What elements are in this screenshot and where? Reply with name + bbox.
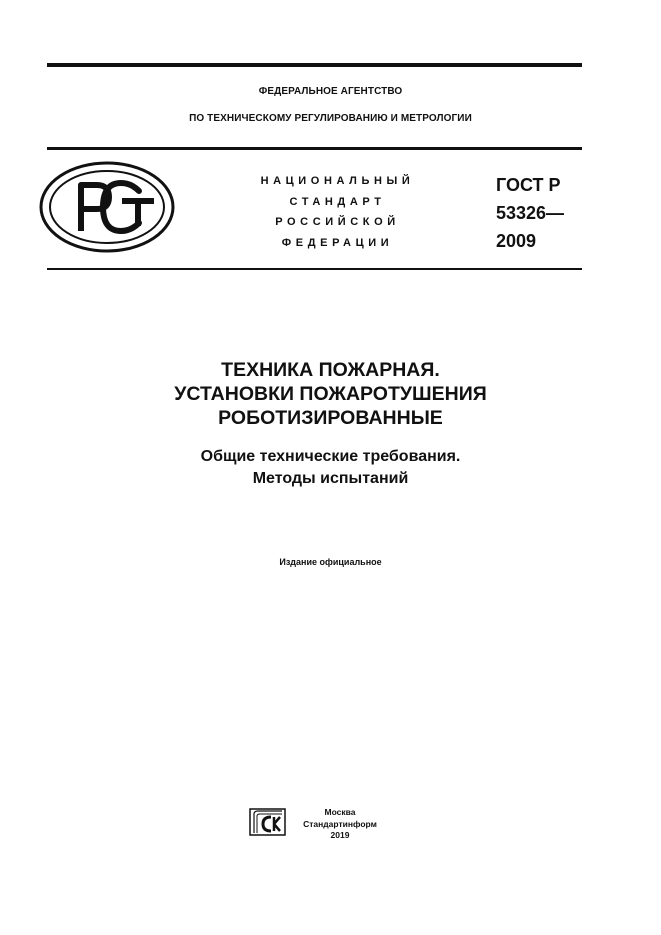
publisher-city: Москва: [324, 807, 356, 817]
subtitle-line-2: Методы испытаний: [252, 470, 409, 487]
agency-name-line-2: ПО ТЕХНИЧЕСКОМУ РЕГУЛИРОВАНИЮ И МЕТРОЛОГИИ: [189, 113, 472, 124]
publisher-name: Стандартинформ: [303, 818, 377, 829]
bottom-rule: [47, 268, 582, 270]
middle-rule: [47, 147, 582, 150]
rst-certification-emblem-icon: [39, 161, 175, 253]
publisher-year: 2019: [330, 830, 350, 840]
top-rule: [47, 63, 582, 67]
national-standard-line-3: РОССИЙСКОЙ: [275, 216, 400, 228]
title-line-2: УСТАНОВКИ ПОЖАРОТУШЕНИЯ: [174, 383, 487, 405]
document-title: [0, 358, 661, 430]
designation-line-2: 53326—: [496, 203, 565, 223]
publisher-imprint: [296, 807, 384, 842]
standard-designation: [496, 171, 564, 255]
standartinform-logo-icon: [249, 808, 286, 836]
designation-line-3: 2009: [496, 231, 537, 251]
edition-label: Издание официальное: [279, 557, 382, 567]
designation-line-1: ГОСТ Р: [496, 175, 561, 195]
title-line-1: ТЕХНИКА ПОЖАРНАЯ.: [221, 359, 440, 381]
agency-name-line-1: ФЕДЕРАЛЬНОЕ АГЕНТСТВО: [258, 86, 403, 97]
national-standard-line-1: НАЦИОНАЛЬНЫЙ: [260, 175, 415, 187]
national-standard-line-4: ФЕДЕРАЦИИ: [281, 236, 394, 249]
national-standard-label: [215, 171, 460, 253]
document-subtitle: [0, 446, 661, 490]
title-line-3: РОБОТИЗИРОВАННЫЕ: [218, 407, 443, 429]
subtitle-line-1: Общие технические требования.: [200, 448, 461, 465]
national-standard-line-2: СТАНДАРТ: [289, 195, 386, 208]
